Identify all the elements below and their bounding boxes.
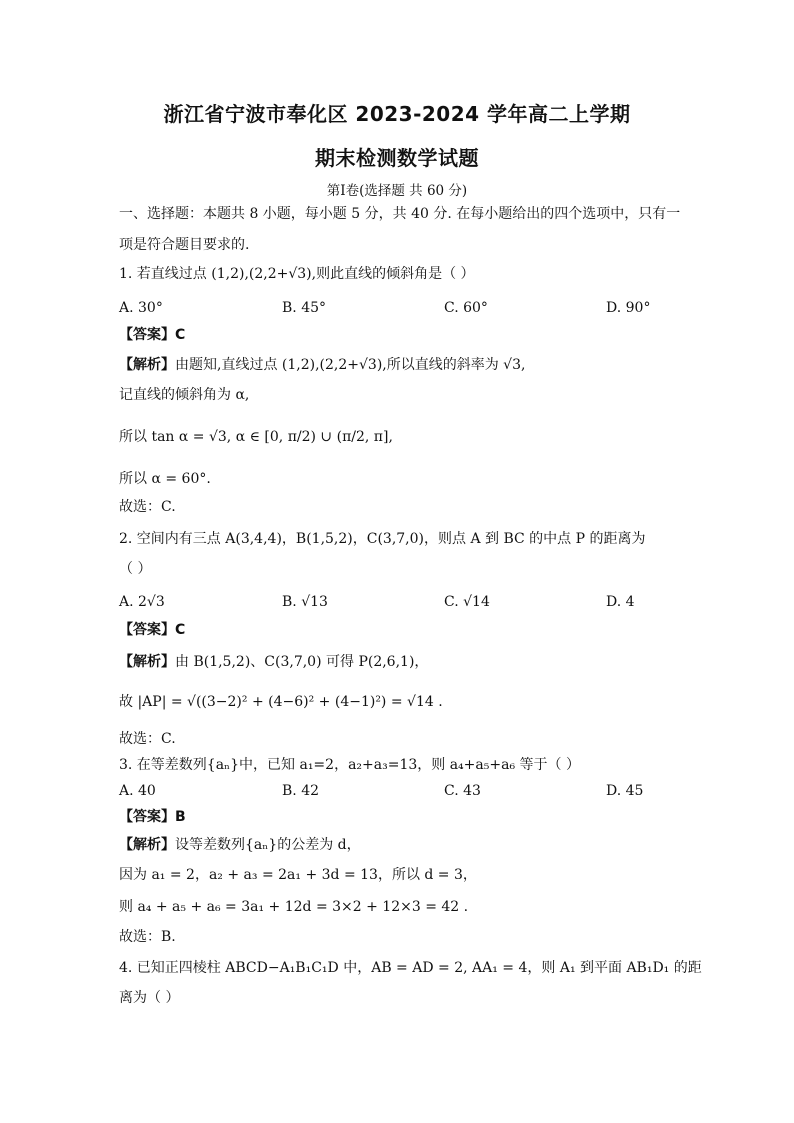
analysis-text: 由题知,直线过点 (1,2),(2,2+√3),所以直线的斜率为 √3, [175, 357, 526, 373]
question-2-option-a: A. 2√3 [119, 594, 165, 610]
question-1-analysis-line3: 所以 tan α = √3, α ∈ [0, π/2) ∪ (π/2, π], [119, 429, 393, 445]
analysis-label: 【解析】 [119, 357, 175, 373]
volume-heading: 第Ⅰ卷(选择题 共 60 分) [326, 183, 468, 199]
question-1-answer: 【答案】C [119, 327, 186, 343]
exam-title-line1: 浙江省宁波市奉化区 2023-2024 学年高二上学期 [163, 102, 631, 126]
question-3-answer: 【答案】B [119, 809, 186, 825]
question-2-analysis-line2: 故 |AP| = √((3−2)² + (4−6)² + (4−1)²) = √14 . [119, 694, 443, 710]
question-3-analysis-line2: 因为 a₁ = 2，a₂ + a₃ = 2a₁ + 3d = 13，所以 d = 3， [119, 867, 477, 883]
question-2-stem-line2: （ ） [119, 561, 152, 577]
question-1-analysis-line1 [119, 356, 525, 374]
question-2-stem-line1: 2. 空间内有三点 A(3,4,4)，B(1,5,2)，C(3,7,0)，则点 A 到 BC 的中点 P 的距离为 [119, 531, 646, 547]
question-1-option-d: D. 90° [606, 300, 651, 316]
question-3-option-c: C. 43 [444, 783, 481, 799]
section-instruction-line2: 项是符合题目要求的. [119, 237, 250, 253]
analysis-text: 设等差数列{aₙ}的公差为 d， [175, 837, 361, 853]
question-3-analysis-line4: 故选：B. [119, 929, 176, 945]
question-2-option-b: B. √13 [282, 594, 328, 610]
question-1-analysis-line2: 记直线的倾斜角为 α, [119, 387, 250, 403]
question-3-analysis-line1 [119, 836, 361, 854]
question-2-option-d: D. 4 [606, 594, 635, 610]
question-4-stem-line1: 4. 已知正四棱柱 ABCD−A₁B₁C₁D 中，AB = AD = 2, AA₁ = 4，则 A₁ 到平面 AB₁D₁ 的距 [119, 960, 702, 976]
question-2-analysis-line3: 故选：C. [119, 731, 176, 747]
question-1-option-c: C. 60° [444, 300, 488, 316]
question-1-analysis-line5: 故选：C. [119, 499, 176, 515]
question-3-option-b: B. 42 [282, 783, 320, 799]
analysis-text: 由 B(1,5,2)、C(3,7,0) 可得 P(2,6,1)， [175, 654, 429, 670]
question-3-option-d: D. 45 [606, 783, 644, 799]
section-instruction-line1: 一、选择题：本题共 8 小题，每小题 5 分，共 40 分. 在每小题给出的四个选项中，只有一 [119, 206, 681, 222]
analysis-label: 【解析】 [119, 654, 175, 670]
question-2-answer: 【答案】C [119, 622, 186, 638]
question-2-option-c: C. √14 [444, 594, 490, 610]
question-3-option-a: A. 40 [119, 783, 156, 799]
question-4-stem-line2: 离为（ ） [119, 990, 180, 1006]
question-2-analysis-line1 [119, 653, 428, 671]
question-1-option-a: A. 30° [119, 300, 163, 316]
analysis-label: 【解析】 [119, 837, 175, 853]
question-1-option-b: B. 45° [282, 300, 327, 316]
question-3-analysis-line3: 则 a₄ + a₅ + a₆ = 3a₁ + 12d = 3×2 + 12×3 = 42 . [119, 899, 469, 915]
question-1-stem: 1. 若直线过点 (1,2),(2,2+√3),则此直线的倾斜角是（ ） [119, 266, 475, 282]
exam-title-line2: 期末检测数学试题 [315, 146, 479, 170]
question-1-analysis-line4: 所以 α = 60°. [119, 471, 211, 487]
question-3-stem: 3. 在等差数列{aₙ}中，已知 a₁=2，a₂+a₃=13，则 a₄+a₅+a₆ 等于（ ） [119, 757, 580, 773]
